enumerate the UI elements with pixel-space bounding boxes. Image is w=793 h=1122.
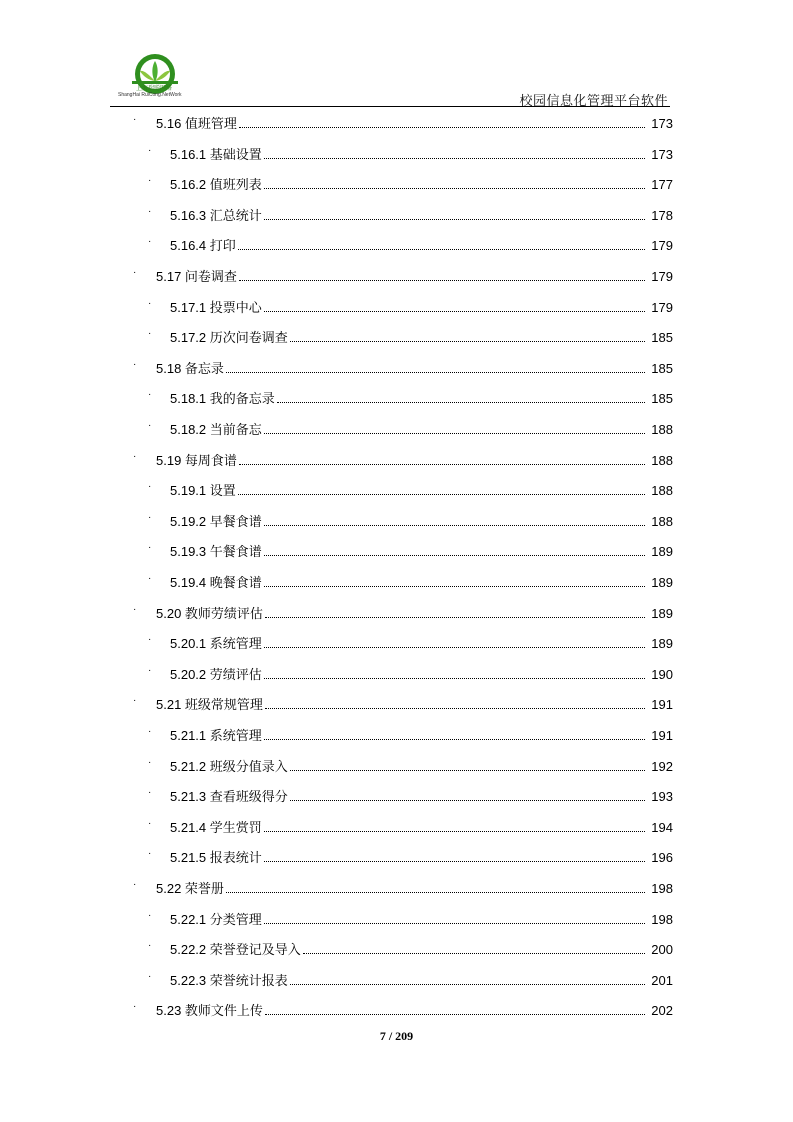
toc-entry-line xyxy=(170,144,673,163)
toc-entry-label[interactable]: 5.22.3 荣誉统计报表 xyxy=(170,972,288,988)
toc-entry-line xyxy=(170,817,673,836)
toc-page-number[interactable]: 201 xyxy=(651,972,673,988)
toc-entry-label[interactable]: 5.19.1 设置 xyxy=(170,483,236,499)
toc-page-number[interactable]: 185 xyxy=(651,360,673,376)
toc-page-number[interactable]: 202 xyxy=(651,1003,673,1019)
toc-dot-leader xyxy=(264,433,645,434)
toc-bullet: · xyxy=(133,114,137,125)
toc-entry[interactable] xyxy=(0,876,793,896)
toc-entry-label[interactable]: 5.16.2 值班列表 xyxy=(170,177,262,193)
toc-entry-label[interactable]: 5.21.4 学生赏罚 xyxy=(170,819,262,835)
toc-entry-line xyxy=(170,664,673,683)
toc-entry[interactable] xyxy=(0,937,793,957)
toc-entry-line xyxy=(170,297,673,316)
toc-entry-label[interactable]: 5.19.3 午餐食谱 xyxy=(170,544,262,560)
toc-dot-leader xyxy=(290,800,645,801)
toc-entry[interactable] xyxy=(0,417,793,437)
toc-entry[interactable] xyxy=(0,998,793,1018)
toc-entry-line xyxy=(156,113,673,132)
toc-entry-line xyxy=(170,909,673,928)
toc-entry-label[interactable]: 5.23 教师文件上传 xyxy=(156,1003,263,1019)
document-title: 校园信息化管理平台软件 xyxy=(519,93,668,108)
toc-entry-label[interactable]: 5.16.4 打印 xyxy=(170,238,236,254)
toc-dot-leader xyxy=(264,311,645,312)
toc-dot-leader xyxy=(277,402,645,403)
toc-page-number[interactable]: 179 xyxy=(651,299,673,315)
toc-entry-line xyxy=(170,174,673,193)
toc-dot-leader xyxy=(264,525,645,526)
toc-entry[interactable] xyxy=(0,325,793,345)
toc-entry-line xyxy=(156,603,673,622)
toc-dot-leader xyxy=(303,953,645,954)
toc-entry-label[interactable]: 5.21 班级常规管理 xyxy=(156,697,263,713)
toc-entry[interactable] xyxy=(0,815,793,835)
toc-bullet: · xyxy=(148,664,152,676)
toc-entry[interactable] xyxy=(0,295,793,315)
toc-entry-label[interactable]: 5.17.1 投票中心 xyxy=(170,299,262,315)
toc-dot-leader xyxy=(264,739,645,740)
toc-entry[interactable] xyxy=(0,356,793,376)
toc-page-number[interactable]: 191 xyxy=(651,728,673,743)
toc-page-number[interactable]: 194 xyxy=(651,819,673,835)
toc-entry-line xyxy=(170,572,673,591)
toc-bullet: · xyxy=(148,970,152,982)
toc-dot-leader xyxy=(238,249,645,250)
toc-entry[interactable] xyxy=(0,142,793,162)
toc-page-number[interactable]: 196 xyxy=(651,850,673,866)
header-divider xyxy=(110,106,670,107)
toc-page-number[interactable]: 190 xyxy=(651,666,673,682)
toc-entry[interactable] xyxy=(0,203,793,223)
toc-bullet: · xyxy=(148,205,152,217)
toc-dot-leader xyxy=(264,861,645,862)
toc-page-number[interactable]: 198 xyxy=(651,881,673,896)
toc-entry-label[interactable]: 5.20.2 劳绩评估 xyxy=(170,666,262,682)
toc-page-number[interactable]: 191 xyxy=(651,697,673,713)
toc-entry-line xyxy=(170,970,673,989)
page-number-footer: 7 / 209 xyxy=(379,1029,414,1043)
toc-bullet: · xyxy=(148,909,152,921)
toc-dot-leader xyxy=(226,892,645,893)
toc-page-number[interactable]: 188 xyxy=(651,483,673,499)
toc-page-number[interactable]: 185 xyxy=(651,330,673,346)
toc-entry[interactable] xyxy=(0,845,793,865)
toc-entry[interactable] xyxy=(0,968,793,988)
toc-dot-leader xyxy=(265,1014,645,1015)
toc-entry[interactable] xyxy=(0,111,793,131)
toc-entry-line xyxy=(156,266,673,285)
toc-dot-leader xyxy=(290,770,645,771)
toc-dot-leader xyxy=(264,219,645,220)
toc-bullet: · xyxy=(148,940,152,952)
toc-bullet: · xyxy=(133,695,137,707)
toc-entry-label[interactable]: 5.21.5 报表统计 xyxy=(170,850,262,866)
logo-company-name-en: ShangHai RuiCong.NetWork xyxy=(118,92,182,98)
company-logo xyxy=(110,54,210,106)
toc-bullet: · xyxy=(148,817,152,829)
toc-bullet: · xyxy=(148,787,152,799)
toc-bullet: · xyxy=(148,175,152,187)
toc-dot-leader xyxy=(239,464,645,465)
toc-bullet: · xyxy=(133,603,137,615)
toc-page-number[interactable]: 188 xyxy=(651,513,673,529)
toc-entry[interactable] xyxy=(0,907,793,927)
toc-entry[interactable] xyxy=(0,784,793,804)
toc-entry-label[interactable]: 5.20 教师劳绩评估 xyxy=(156,605,263,621)
toc-entry[interactable] xyxy=(0,723,793,743)
toc-page-number[interactable]: 179 xyxy=(651,269,673,284)
toc-entry-line xyxy=(156,358,673,377)
toc-dot-leader xyxy=(239,127,645,128)
toc-page-number[interactable]: 192 xyxy=(651,758,673,774)
toc-entry-line xyxy=(156,1000,673,1019)
toc-entry-label[interactable]: 5.20.1 系统管理 xyxy=(170,636,262,652)
toc-dot-leader xyxy=(264,831,645,832)
toc-bullet: · xyxy=(133,879,137,890)
toc-page-number[interactable]: 189 xyxy=(651,575,673,590)
toc-entry-label[interactable]: 5.22.1 分类管理 xyxy=(170,911,262,927)
toc-bullet: · xyxy=(148,511,152,523)
toc-entry-label[interactable]: 5.21.3 查看班级得分 xyxy=(170,789,288,805)
toc-dot-leader xyxy=(264,923,645,924)
toc-entry[interactable] xyxy=(0,478,793,498)
toc-bullet: · xyxy=(148,236,152,248)
toc-entry-label[interactable]: 5.19 每周食谱 xyxy=(156,452,237,468)
toc-entry-line xyxy=(170,205,673,224)
toc-dot-leader xyxy=(290,984,645,985)
toc-entry-line xyxy=(170,511,673,530)
toc-entry-line xyxy=(156,694,673,713)
toc-entry-line xyxy=(170,480,673,499)
toc-dot-leader xyxy=(238,494,645,495)
toc-entry-line xyxy=(170,939,673,958)
toc-entry-label[interactable]: 5.19.2 早餐食谱 xyxy=(170,513,262,529)
toc-entry[interactable] xyxy=(0,631,793,651)
toc-entry-line xyxy=(170,419,673,438)
toc-dot-leader xyxy=(264,188,645,189)
toc-bullet: · xyxy=(133,358,137,370)
toc-page-number[interactable]: 193 xyxy=(651,789,673,805)
toc-bullet: · xyxy=(133,267,137,278)
toc-bullet: · xyxy=(148,144,152,156)
toc-bullet: · xyxy=(133,1001,137,1013)
toc-page-number[interactable]: 189 xyxy=(651,544,673,560)
toc-entry[interactable] xyxy=(0,509,793,529)
toc-entry-label[interactable]: 5.18 备忘录 xyxy=(156,360,224,376)
toc-bullet: · xyxy=(148,420,152,431)
leaf-logo-icon xyxy=(110,54,210,106)
toc-page-number[interactable]: 178 xyxy=(651,207,673,223)
toc-page-number[interactable]: 198 xyxy=(651,911,673,927)
toc-bullet: · xyxy=(148,848,152,860)
toc-entry-label[interactable]: 5.18.1 我的备忘录 xyxy=(170,391,275,407)
toc-bullet: · xyxy=(148,481,152,493)
toc-page-number[interactable]: 185 xyxy=(651,391,673,407)
toc-page-number[interactable]: 173 xyxy=(651,116,673,131)
toc-page-number[interactable]: 189 xyxy=(651,636,673,652)
toc-page-number[interactable]: 189 xyxy=(651,605,673,621)
toc-dot-leader xyxy=(265,708,645,709)
toc-entry[interactable] xyxy=(0,264,793,284)
toc-entry-line xyxy=(170,541,673,560)
toc-entry[interactable] xyxy=(0,570,793,590)
toc-entry[interactable] xyxy=(0,448,793,468)
toc-bullet: · xyxy=(148,573,152,584)
toc-dot-leader xyxy=(265,617,645,618)
toc-bullet: · xyxy=(148,542,152,554)
toc-entry[interactable] xyxy=(0,754,793,774)
toc-entry-line xyxy=(170,327,673,346)
toc-page-number[interactable]: 200 xyxy=(651,942,673,958)
toc-dot-leader xyxy=(264,647,645,648)
toc-page-number[interactable]: 188 xyxy=(651,422,673,437)
toc-entry-label[interactable]: 5.21.1 系统管理 xyxy=(170,728,262,743)
toc-dot-leader xyxy=(264,555,645,556)
toc-dot-leader xyxy=(290,341,645,342)
toc-entry-label[interactable]: 5.17 问卷调查 xyxy=(156,269,237,284)
toc-entry-line xyxy=(170,786,673,805)
toc-entry-line xyxy=(170,633,673,652)
toc-dot-leader xyxy=(264,158,645,159)
toc-entry-line xyxy=(170,756,673,775)
toc-entry-label[interactable]: 5.16.3 汇总统计 xyxy=(170,207,262,223)
toc-bullet: · xyxy=(148,297,152,309)
toc-page-number[interactable]: 188 xyxy=(651,452,673,468)
toc-entry[interactable] xyxy=(0,172,793,192)
toc-entry-label[interactable]: 5.22.2 荣誉登记及导入 xyxy=(170,942,301,958)
toc-bullet: · xyxy=(148,756,152,768)
toc-dot-leader xyxy=(264,678,645,679)
toc-dot-leader xyxy=(264,586,645,587)
toc-dot-leader xyxy=(239,280,645,281)
logo-company-name-cn: 上海瑞聪网络 xyxy=(136,86,173,92)
toc-entry-line xyxy=(156,450,673,469)
toc-entry[interactable] xyxy=(0,539,793,559)
toc-bullet: · xyxy=(148,389,152,401)
toc-page-number[interactable]: 177 xyxy=(651,177,673,193)
toc-bullet: · xyxy=(148,634,152,646)
toc-bullet: · xyxy=(148,328,152,340)
toc-page-number[interactable]: 173 xyxy=(651,146,673,162)
toc-bullet: · xyxy=(148,726,152,737)
toc-entry-line xyxy=(170,725,673,744)
toc-entry-label[interactable]: 5.22 荣誉册 xyxy=(156,881,224,896)
toc-dot-leader xyxy=(226,372,645,373)
toc-entry[interactable] xyxy=(0,386,793,406)
toc-entry-label[interactable]: 5.17.2 历次问卷调查 xyxy=(170,330,288,346)
toc-entry-label[interactable]: 5.16 值班管理 xyxy=(156,116,237,131)
toc-entry[interactable] xyxy=(0,662,793,682)
toc-page-number[interactable]: 179 xyxy=(651,238,673,254)
toc-entry-line xyxy=(156,878,673,897)
toc-bullet: · xyxy=(133,450,137,462)
toc-entry[interactable] xyxy=(0,601,793,621)
page-header xyxy=(110,50,670,106)
toc-entry-label[interactable]: 5.19.4 晚餐食谱 xyxy=(170,575,262,590)
toc-entry-label[interactable]: 5.21.2 班级分值录入 xyxy=(170,758,288,774)
toc-entry-line xyxy=(170,388,673,407)
toc-entry[interactable] xyxy=(0,233,793,253)
toc-entry-label[interactable]: 5.18.2 当前备忘 xyxy=(170,422,262,437)
toc-entry-label[interactable]: 5.16.1 基础设置 xyxy=(170,146,262,162)
toc-entry[interactable] xyxy=(0,692,793,712)
toc-entry-line xyxy=(170,235,673,254)
toc-entry-line xyxy=(170,847,673,866)
